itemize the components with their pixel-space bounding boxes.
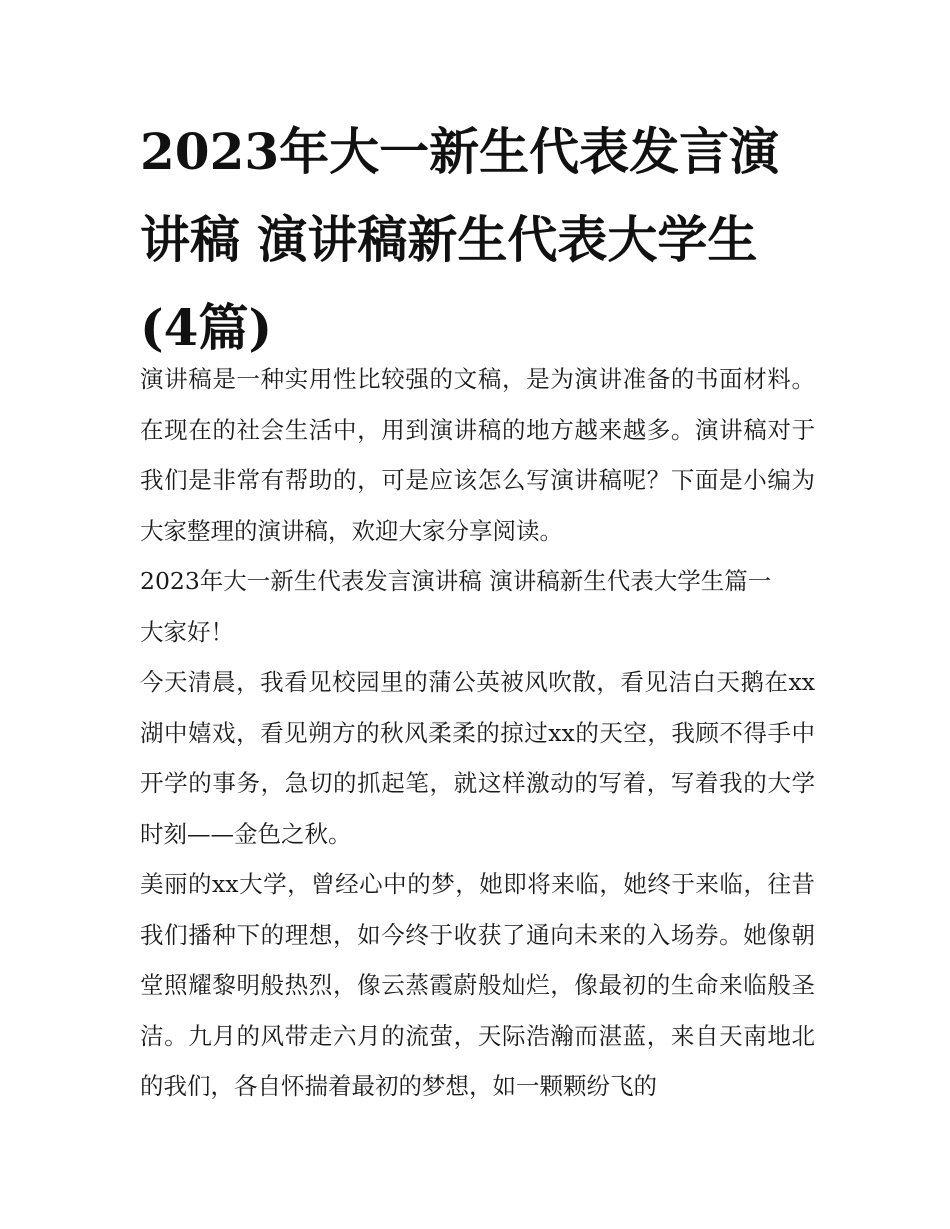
document-body — [140, 354, 815, 1112]
paragraph-greeting: 大家好！ — [140, 617, 234, 646]
document-title: 2023年大一新生代表发言演讲稿 演讲稿新生代表大学生(4篇) — [140, 122, 780, 357]
paragraph-university: 美丽的xx大学，曾经心中的梦，她即将来临，她终于来临，往昔我们播种下的理想，如今终于收获了通向未来的入场券。她像朝堂照耀黎明般热烈，像云蒸霞蔚般灿烂，像最初的生命来临般圣洁。九月的风带走六月的流萤，天际浩瀚而湛蓝，来自天南地北的我们，各自怀揣着最初的梦想，如一颗颗纷飞的 — [140, 870, 815, 1100]
paragraph-section-heading: 2023年大一新生代表发言演讲稿 演讲稿新生代表大学生篇一 — [140, 567, 772, 595]
paragraph-morning: 今天清晨，我看见校园里的蒲公英被风吹散，看见洁白天鹅在xx湖中嬉戏，看见朔方的秋风柔柔的掠过xx的天空，我顾不得手中开学的事务，急切的抓起笔，就这样激动的写着，写着我的大学时刻——金色之秋。 — [140, 668, 815, 848]
paragraph-intro: 演讲稿是一种实用性比较强的文稿，是为演讲准备的书面材料。在现在的社会生活中，用到演讲稿的地方越来越多。演讲稿对于我们是非常有帮助的，可是应该怎么写演讲稿呢？下面是小编为大家整理的演讲稿，欢迎大家分享阅读。 — [140, 365, 815, 545]
